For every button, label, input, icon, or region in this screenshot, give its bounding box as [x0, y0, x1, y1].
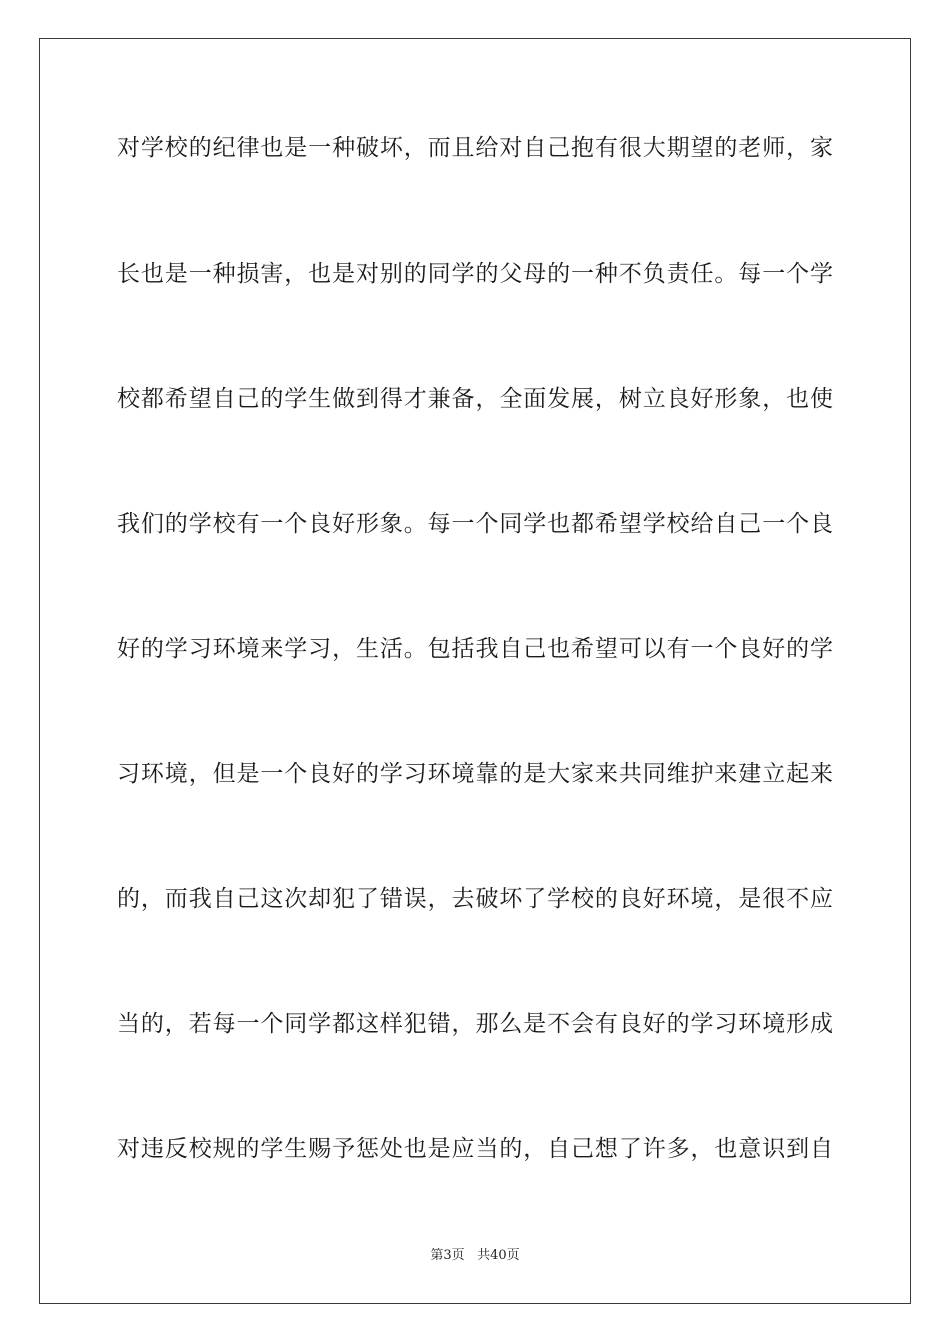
- page-number: 第3页: [430, 1248, 465, 1263]
- body-text-line: 当的，若每一个同学都这样犯错，那么是不会有良好的学习环境形成: [117, 1011, 833, 1037]
- body-text-line: 我们的学校有一个良好形象。每一个同学也都希望学校给自己一个良: [117, 511, 833, 537]
- body-text-line: 对违反校规的学生赐予惩处也是应当的，自己想了许多，也意识到自: [117, 1136, 833, 1162]
- body-text-line: 好的学习环境来学习，生活。包括我自己也希望可以有一个良好的学: [117, 636, 833, 662]
- body-text-line: 校都希望自己的学生做到得才兼备，全面发展，树立良好形象，也使: [117, 386, 833, 412]
- page-footer: [0, 1247, 950, 1265]
- body-text-line: 习环境，但是一个良好的学习环境靠的是大家来共同维护来建立起来: [117, 761, 833, 787]
- page-border: [39, 38, 911, 1304]
- body-text-line: 的，而我自己这次却犯了错误，去破坏了学校的良好环境，是很不应: [117, 886, 833, 912]
- total-pages: 共40页: [477, 1248, 520, 1263]
- body-text-line: 对学校的纪律也是一种破坏，而且给对自己抱有很大期望的老师，家: [117, 135, 833, 161]
- footer-spacer: [465, 1248, 477, 1263]
- body-text-line: 长也是一种损害，也是对别的同学的父母的一种不负责任。每一个学: [117, 261, 833, 287]
